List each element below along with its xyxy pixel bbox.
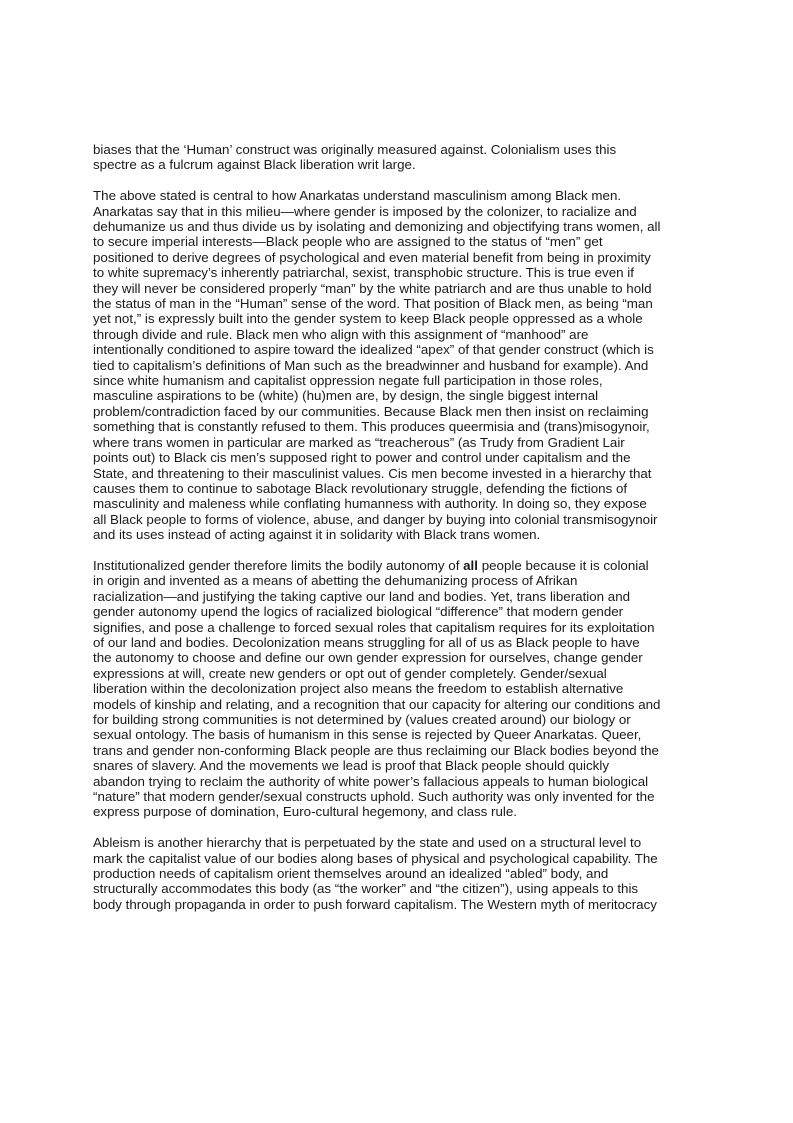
text-line: spectre as a fulcrum against Black liberation writ large. [93,157,416,173]
text-line: Ableism is another hierarchy that is perpetuated by the state and used on a structural level to [93,835,642,851]
text-line: sexual ontology. The basis of humanism in this sense is rejected by Queer Anarkatas. Queer, [93,727,642,743]
text-line: to secure imperial interests—Black people who are assigned to the status of “men” get [93,234,603,250]
text-line: racialization—and justifying the taking captive our land and bodies. Yet, trans liberation and [93,588,631,604]
text-fragment: Institutionalized gender therefore limits the bodily autonomy of [93,557,464,573]
text-line: expressions at will, create new genders or opt out of gender completely. Gender/sexual [93,665,607,681]
text-line: of our land and bodies. Decolonization means struggling for all of us as Black people to have [93,634,640,650]
text-line: State, and threatening to their masculinist values. Cis men become invested in a hierarchy that [93,465,652,481]
text-line: yet not,” is expressly built into the gender system to keep Black people oppressed as a whole [93,311,643,327]
text-line: for building strong communities is not determined by (values created around) our biology or [93,712,631,727]
paragraph [93,835,713,912]
paragraph [93,142,713,173]
text-line [93,558,713,573]
text-line: dehumanize us and thus divide us by isolating and demonizing and objectifying trans women, all [93,219,661,235]
text-line: liberation within the decolonization project also means the freedom to establish alternative [93,681,624,697]
text-fragment: people because it is colonial [477,557,649,573]
paragraph [93,558,713,820]
text-line: mark the capitalist value of our bodies along bases of physical and psychological capability. The [93,850,658,866]
text-line: and its uses instead of acting against it in solidarity with Black trans women. [93,527,541,543]
text-line: they will never be considered properly “man” by the white patriarch and are thus unable to hold [93,280,652,296]
text-line: body through propaganda in order to push forward capitalism. The Western myth of meritocracy [93,896,657,912]
text-line: models of kinship and relating, and a recognition that our capacity for altering our conditions and [93,696,661,712]
text-line: problem/contradiction faced by our communities. Because Black men then insist on reclaiming [93,403,649,419]
text-line: express purpose of domination, Euro-cultural hegemony, and class rule. [93,804,518,820]
text-line: trans and gender non-conforming Black people are thus reclaiming our Black bodies beyond the [93,742,659,758]
text-line: where trans women in particular are marked as “treacherous” (as Trudy from Gradient Lair [93,434,625,450]
text-line: The above stated is central to how Anarkatas understand masculinism among Black men. [93,188,622,204]
text-line: to white supremacy’s inherently patriarchal, sexist, transphobic structure. This is true even if [93,265,634,281]
text-line: snares of slavery. And the movements we lead is proof that Black people should quickly [93,758,609,774]
text-line: gender autonomy upend the logics of racialized biological “difference” that modern gender [93,604,624,620]
text-line: “nature” that modern gender/sexual constructs uphold. Such authority was only invented for the [93,789,655,805]
emphasis-text: all [463,557,478,573]
paragraph [93,188,713,542]
text-line: abandon trying to reclaim the authority of white power’s fallacious appeals to human biological [93,773,649,789]
text-line: causes them to continue to sabotage Black revolutionary struggle, defending the fictions of [93,480,628,496]
text-line: something that is constantly refused to them. This produces queermisia and (trans)misogynoir, [93,419,650,435]
text-line: through divide and rule. Black men who align with this assignment of “manhood” are [93,326,589,342]
text-line: tied to capitalism’s definitions of Man such as the breadwinner and husband for example). And [93,357,649,373]
text-line: the status of man in the “Human” sense of the word. That position of Black men, as being “man [93,296,653,312]
text-line: signifies, and pose a challenge to forced sexual roles that capitalism requires for its exploitation [93,619,655,635]
text-line: since white humanism and capitalist oppression negate full participation in those roles, [93,373,603,389]
text-line: structurally accommodates this body (as “the worker” and “the citizen”), using appeals to this [93,881,639,897]
text-line: production needs of capitalism orient themselves around an idealized “abled” body, and [93,866,609,882]
text-line: masculine aspirations to be (white) (hu)men are, by design, the single biggest internal [93,388,599,404]
body-text [93,142,713,928]
text-line: Anarkatas say that in this milieu—where gender is imposed by the colonizer, to racialize and [93,203,637,219]
text-line: in origin and invented as a means of abetting the dehumanizing process of Afrikan [93,573,578,589]
text-line: masculinity and maleness while conflating humanness with authority. In doing so, they expose [93,496,647,512]
text-line: intentionally conditioned to aspire toward the idealized “apex” of that gender construct (which is [93,342,654,358]
text-line: the autonomy to choose and define our own gender expression for ourselves, change gender [93,650,643,666]
text-line: all Black people to forms of violence, abuse, and danger by buying into colonial transmisogynoir [93,511,658,527]
text-line: positioned to derive degrees of psychological and even material benefit from being in proximity [93,249,651,265]
text-line: points out) to Black cis men’s supposed right to power and control under capitalism and the [93,450,631,466]
text-line: biases that the ‘Human’ construct was originally measured against. Colonialism uses this [93,142,617,157]
